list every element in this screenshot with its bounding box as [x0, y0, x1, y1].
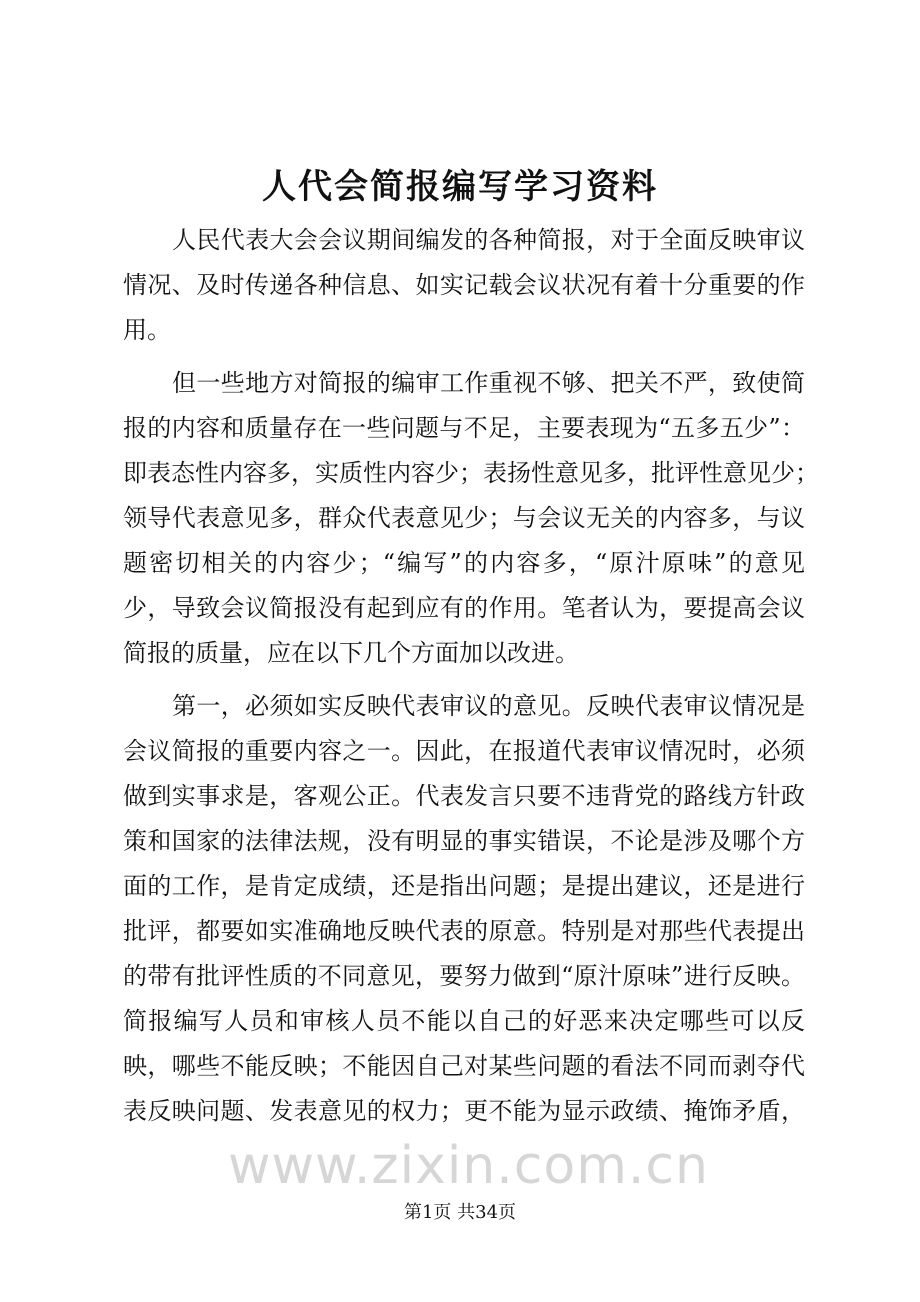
text-line: 批评，都要如实准确地反映代表的原意。特别是对那些代表提出: [123, 917, 805, 945]
document-title: 人代会简报编写学习资料: [262, 167, 658, 207]
text-line: 映，哪些不能反映；不能因自己对某些问题的看法不同而剥夺代: [123, 1052, 805, 1080]
text-line: 面的工作，是肯定成绩，还是指出问题；是提出建议，还是进行: [123, 872, 805, 900]
paragraph: [123, 684, 805, 1134]
text-line: 人民代表大会会议期间编发的各种简报，对于全面反映审议: [172, 226, 805, 254]
text-line: 简报编写人员和审核人员不能以自己的好恶来决定哪些可以反: [123, 1007, 805, 1035]
watermark: www.zixin.com.cn: [228, 1136, 709, 1196]
text-line: 会议简报的重要内容之一。因此，在报道代表审议情况时，必须: [123, 737, 805, 765]
text-line: 题密切相关的内容少；“编写”的内容多，“原汁原味”的意见: [123, 549, 805, 577]
page-footer: 第1页 共34页: [403, 1202, 517, 1223]
text-line: 报的内容和质量存在一些问题与不足，主要表现为“五多五少”：: [123, 414, 805, 442]
text-line: 领导代表意见多，群众代表意见少；与会议无关的内容多，与议: [123, 504, 805, 532]
paragraph: [123, 218, 805, 353]
text-line: 即表态性内容多，实质性内容少；表扬性意见多，批评性意见少；: [123, 459, 819, 487]
paragraph: [123, 361, 819, 676]
text-line: 用。: [123, 316, 171, 344]
text-line: 情况、及时传递各种信息、如实记载会议状况有着十分重要的作: [123, 271, 805, 299]
text-line: 表反映问题、发表意见的权力；更不能为显示政绩、掩饰矛盾，: [123, 1097, 805, 1125]
text-line: 策和国家的法律法规，没有明显的事实错误，不论是涉及哪个方: [123, 827, 805, 855]
text-line: 简报的质量，应在以下几个方面加以改进。: [123, 639, 579, 667]
text-line: 第一，必须如实反映代表审议的意见。反映代表审议情况是: [172, 692, 805, 720]
text-line: 但一些地方对简报的编审工作重视不够、把关不严，致使简: [172, 369, 805, 397]
text-line: 做到实事求是，客观公正。代表发言只要不违背党的路线方针政: [123, 782, 805, 810]
text-line: 少，导致会议简报没有起到应有的作用。笔者认为，要提高会议: [123, 594, 805, 622]
text-line: 的带有批评性质的不同意见，要努力做到“原汁原味”进行反映。: [123, 962, 805, 990]
document-body: [123, 218, 819, 1134]
